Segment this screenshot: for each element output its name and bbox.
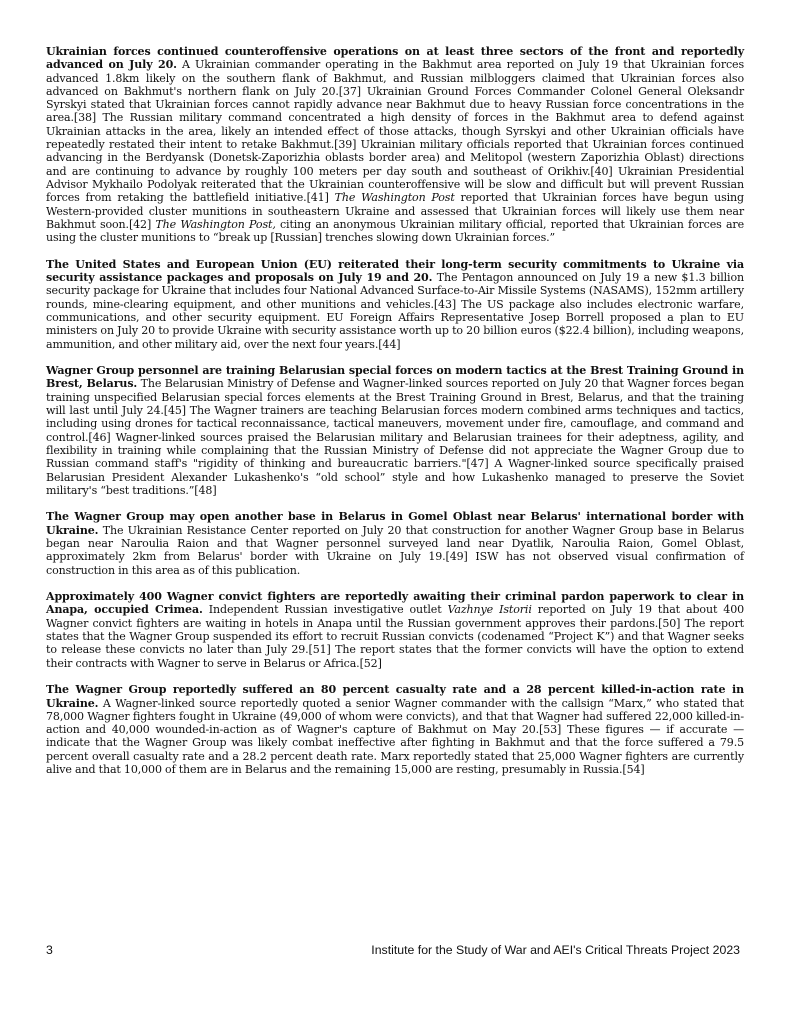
paragraph-text: Independent Russian investigative outlet <box>202 603 448 617</box>
paragraph-heading: Ukrainian forces continued counteroffensive operations on at least three sectors of the front and reportedly advanced on July 20. <box>46 45 744 72</box>
paragraph-wagner-training <box>46 364 744 497</box>
paragraph-heading: Approximately 400 Wagner convict fighters are reportedly awaiting their criminal pardon paperwork to clear in Anapa, occupied Crimea. <box>46 590 744 617</box>
paragraph-wagner-casualties <box>46 683 744 776</box>
paragraph-text: The Ukrainian Resistance Center reported on July 20 that construction for another Wagner Group base in Belarus began near Naroulia Raion and that Wagner personnel surveyed land near Dyatlik, Naroulia Raion, Gomel Oblast, approximately 2km from Belarus' border with Ukraine on July 19.[49] ISW has not observed visual confirmation of construction in this area as of this publication. <box>46 523 744 577</box>
paragraph-text: The Pentagon announced on July 19 a new $1.3 billion security package for Ukraine that includes four National Advanced Surface-to-Air Missile Systems (NASAMS), 152mm artillery rounds, mine-clearing equipment, and other munitions and vehicles.[43] The US package also includes electronic warfare, communications, and other security equipment. EU Foreign Affairs Representative Josep Borrell proposed a plan to EU ministers on July 20 to provide Ukraine with security assistance worth up to 20 billion euros ($22.4 billion), including weapons, ammunition, and other military aid, over the next four years.[44] <box>46 271 744 351</box>
paragraph-heading: The United States and European Union (EU) reiterated their long-term security commitments to Ukraine via security assistance packages and proposals on July 19 and 20. <box>46 257 744 285</box>
publication-title: The Washington Post <box>334 191 455 205</box>
paragraph-text: citing an anonymous Ukrainian military official, reported that Ukrainian forces are using the cluster munitions to “break up [Russian] trenches slowing down Ukrainian forces.” <box>46 217 745 245</box>
footer-organization: Institute for the Study of War and AEI's Critical Threats Project 2023 <box>371 943 740 957</box>
publication-title: The Washington Post, <box>155 217 276 231</box>
document-body <box>46 45 744 790</box>
paragraph-text: reported that Ukrainian forces have begun using Western-provided cluster munitions in southeastern Ukraine and assessed that Ukrainian forces will likely use them near Bakhmut soon.[42] <box>46 191 744 231</box>
page-number: 3 <box>46 943 53 957</box>
paragraph-wagner-convicts <box>46 590 744 670</box>
paragraph-text: reported on July 19 that about 400 Wagner convict fighters are waiting in hotels in Anapa until the Russian government approves their pardons.[50] The report states that the Wagner Group suspended its effort to recruit Russian convicts (codenamed “Project K”) and that Wagner seeks to release these convicts no later than July 29.[51] The report states that the former convicts will have the option to extend their contracts with Wagner to serve in Belarus or Africa.[52] <box>46 603 745 670</box>
paragraph-heading: Wagner Group personnel are training Belarusian special forces on modern tactics at the Brest Training Ground in Brest, Belarus. <box>46 364 744 391</box>
paragraph-heading: The Wagner Group reportedly suffered an 80 percent casualty rate and a 28 percent killed-in-action rate in Ukraine. <box>46 683 744 710</box>
paragraph-heading: The Wagner Group may open another base in Belarus in Gomel Oblast near Belarus' international border with Ukraine. <box>46 510 744 537</box>
page-footer <box>46 943 744 961</box>
paragraph-text: A Ukrainian commander operating in the Bakhmut area reported on July 19 that Ukrainian forces advanced 1.8km likely on the southern flank of Bakhmut, and Russian milbloggers claimed that Ukrainian forces also advanced on Bakhmut's northern flank on July 20.[37] Ukrainian Ground Forces Commander Colonel General Oleksandr Syrskyi stated that Ukrainian forces cannot rapidly advance near Bakhmut due to heavy Russian force concentrations in the area.[38] The Russian military command concentrated a high density of forces in the Bakhmut area to defend against Ukrainian attacks in the area, likely an intended effect of those attacks, though Syrskyi and other Ukrainian officials have repeatedly restated their intent to retake Bakhmut.[39] Ukrainian military officials reported that Ukrainian forces continued advancing in the Berdyansk (Donetsk-Zaporizhia oblasts border area) and Melitopol (western Zaporizhia Oblast) directions and are continuing to advance by roughly 100 meters per day south and southeast of Orikhiv.[40] Ukrainian Presidential Advisor Mykhailo Podolyak reiterated that the Ukrainian counteroffensive will be slow and difficult but will prevent Russian forces from retaking the battlefield initiative.[41] <box>46 58 745 205</box>
paragraph-wagner-gomel-base <box>46 510 744 576</box>
paragraph-counteroffensive <box>46 45 744 244</box>
paragraph-text: The Belarusian Ministry of Defense and Wagner-linked sources reported on July 20 that Wagner forces began training unspecified Belarusian special forces elements at the Brest Training Ground in Brest, Belarus, and that the training will last until July 24.[45] The Wagner trainers are teaching Belarusian forces modern combined arms techniques and tactics, including using drones for tactical reconnaissance, tactical maneuvers, movement under fire, camouflage, and command and control.[46] Wagner-linked sources praised the Belarusian military and Belarusian trainees for their adeptness, agility, and flexibility in training while complaining that the Russian Ministry of Defense did not appreciate the Wagner Group due to Russian command staff's "rigidity of thinking and bureaucratic barriers."[47] A Wagner-linked source specifically praised Belarusian President Alexander Lukashenko's “old school” style and how Lukashenko managed to preserve the Soviet military's “best traditions.”[48] <box>46 377 744 497</box>
paragraph-security-commitments <box>46 258 744 351</box>
paragraph-text: A Wagner-linked source reportedly quoted a senior Wagner commander with the callsign “Marx,” who stated that 78,000 Wagner fighters fought in Ukraine (49,000 of whom were convicts), and that that Wagner had suffered 22,000 killed-in-action and 40,000 wounded-in-action as of Wagner's capture of Bakhmut on May 20.[53] These figures — if accurate — indicate that the Wagner Group was likely combat ineffective after fighting in Bakhmut and that the force suffered a 79.5 percent overall casualty rate and a 28.2 percent death rate. Marx reportedly stated that 25,000 Wagner fighters are currently alive and that 10,000 of them are in Belarus and the remaining 15,000 are resting, presumably in Russia.[54] <box>46 696 744 777</box>
publication-title: Vazhnye Istorii <box>447 603 532 617</box>
